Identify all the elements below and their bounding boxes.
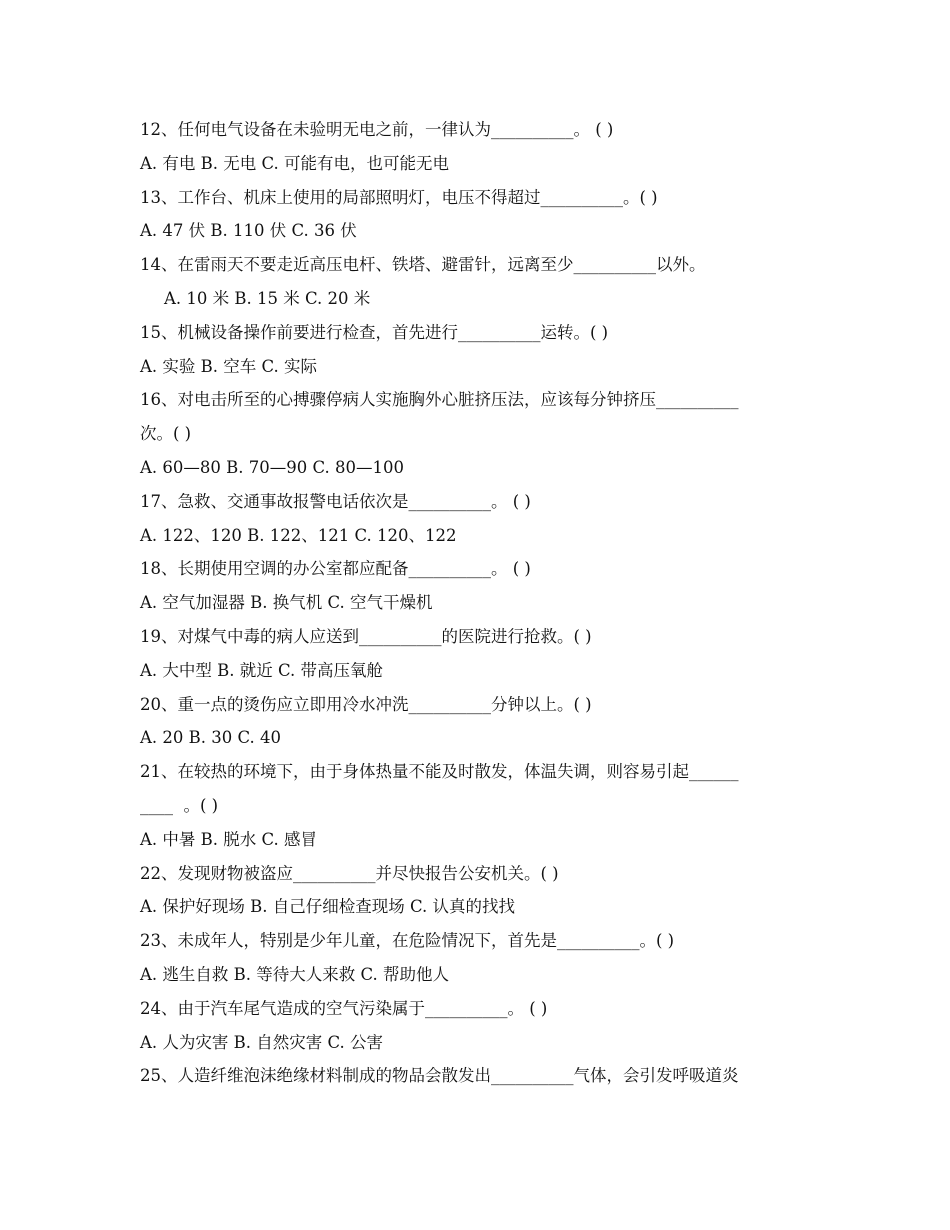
text-line: A. 保护好现场 B. 自己仔细检查现场 C. 认真的找找: [140, 897, 516, 917]
text-line: 19、对煤气中毒的病人应送到__________的医院进行抢救。( ): [140, 626, 592, 646]
text-line: 17、急救、交通事故报警电话依次是__________。 ( ): [140, 491, 531, 511]
text-line: A. 20 B. 30 C. 40: [140, 728, 282, 748]
text-line: A. 47 伏 B. 110 伏 C. 36 伏: [140, 221, 357, 241]
text-line: A. 大中型 B. 就近 C. 带高压氧舱: [140, 660, 384, 680]
text-line: A. 空气加湿器 B. 换气机 C. 空气干燥机: [140, 593, 433, 613]
text-line: A. 122、120 B. 122、121 C. 120、122: [140, 525, 457, 545]
text-line: 14、在雷雨天不要走近高压电杆、铁塔、避雷针，远离至少__________以外。: [140, 255, 706, 275]
text-line: 25、人造纤维泡沫绝缘材料制成的物品会散发出__________气体，会引发呼吸道炎: [140, 1066, 739, 1086]
text-line: A. 中暑 B. 脱水 C. 感冒: [140, 829, 318, 849]
text-line: A. 60—80 B. 70—90 C. 80—100: [140, 457, 405, 477]
text-line: ____ 。( ): [140, 795, 219, 815]
text-line: A. 人为灾害 B. 自然灾害 C. 公害: [140, 1032, 384, 1052]
text-line: 15、机械设备操作前要进行检查，首先进行__________运转。( ): [140, 322, 609, 342]
text-line: 21、在较热的环境下，由于身体热量不能及时散发，体温失调，则容易引起______: [140, 762, 739, 782]
text-line: A. 有电 B. 无电 C. 可能有电，也可能无电: [140, 153, 450, 173]
text-line: 24、由于汽车尾气造成的空气污染属于__________。 ( ): [140, 998, 548, 1018]
text-line: 20、重一点的烫伤应立即用冷水冲洗__________分钟以上。( ): [140, 694, 592, 714]
text-line: 22、发现财物被盗应__________并尽快报告公安机关。( ): [140, 863, 559, 883]
text-line: A. 10 米 B. 15 米 C. 20 米: [164, 288, 371, 308]
text-line: 18、长期使用空调的办公室都应配备__________。 ( ): [140, 559, 531, 579]
text-line: 12、任何电气设备在未验明无电之前，一律认为__________。 ( ): [140, 120, 614, 139]
text-line: 16、对电击所至的心搏骤停病人实施胸外心脏挤压法，应该每分钟挤压__________: [140, 390, 739, 410]
text-line: 13、工作台、机床上使用的局部照明灯，电压不得超过__________。( ): [140, 187, 658, 207]
text-line: A. 实验 B. 空车 C. 实际: [140, 356, 318, 376]
text-line: A. 逃生自救 B. 等待大人来救 C. 帮助他人: [140, 964, 450, 984]
document-body: [140, 113, 820, 1093]
text-line: 23、未成年人，特别是少年儿童，在危险情况下，首先是__________。( ): [140, 931, 675, 951]
text-line: 次。( ): [140, 424, 192, 444]
